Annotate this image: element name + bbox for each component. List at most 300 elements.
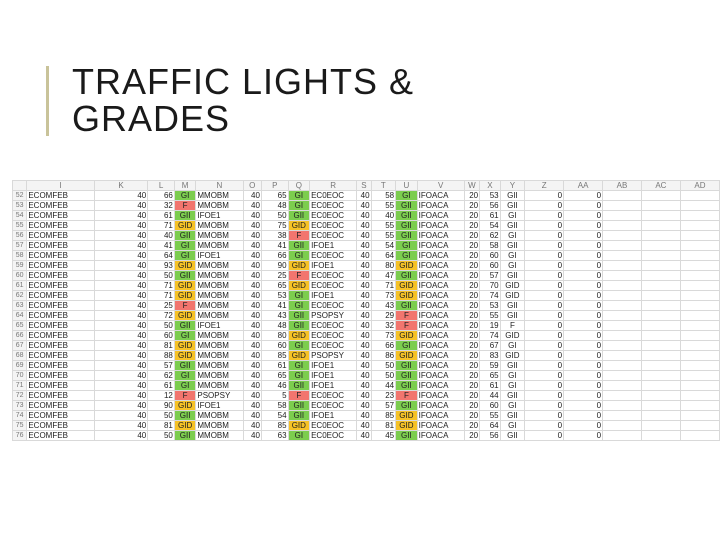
grade-cell: GI	[174, 371, 196, 381]
table-cell: 20	[464, 321, 479, 331]
table-cell: MMOBM	[196, 201, 243, 211]
table-cell: 20	[464, 331, 479, 341]
table-cell: 5	[261, 391, 288, 401]
grade-cell: GI	[288, 251, 310, 261]
empty-cell	[680, 261, 719, 271]
table-cell: 57	[480, 271, 500, 281]
table-cell: 0	[564, 261, 603, 271]
table-cell: 86	[371, 351, 396, 361]
empty-cell	[641, 291, 680, 301]
empty-cell	[641, 231, 680, 241]
table-cell: MMOBM	[196, 241, 243, 251]
table-cell: 40	[94, 361, 147, 371]
empty-cell	[680, 381, 719, 391]
table-cell: EC0EOC	[310, 281, 357, 291]
column-header: AC	[641, 181, 680, 191]
grade-cell: F	[396, 311, 418, 321]
table-cell: ECOMFEB	[27, 191, 95, 201]
table-cell: 40	[94, 351, 147, 361]
grade-cell: GID	[174, 311, 196, 321]
table-cell: 0	[525, 411, 564, 421]
grade-cell: GID	[174, 221, 196, 231]
table-cell: 20	[464, 421, 479, 431]
table-cell: 40	[243, 351, 261, 361]
table-cell: 40	[243, 201, 261, 211]
table-cell: IFOACA	[417, 271, 464, 281]
empty-cell	[641, 321, 680, 331]
table-cell: 54	[371, 241, 396, 251]
table-cell: 20	[464, 191, 479, 201]
table-cell: 40	[357, 411, 371, 421]
table-cell: 0	[564, 251, 603, 261]
grade-cell: GII	[500, 301, 525, 311]
table-cell: MMOBM	[196, 431, 243, 441]
table-cell: 60	[480, 251, 500, 261]
empty-cell	[603, 221, 642, 231]
empty-cell	[641, 261, 680, 271]
empty-cell	[603, 271, 642, 281]
table-cell: 0	[564, 311, 603, 321]
table-cell: 12	[148, 391, 175, 401]
table-cell: IFOACA	[417, 351, 464, 361]
table-cell: MMOBM	[196, 381, 243, 391]
table-cell: IFOACA	[417, 221, 464, 231]
table-cell: 88	[148, 351, 175, 361]
grade-cell: GII	[500, 201, 525, 211]
table-cell: 40	[357, 311, 371, 321]
row-number: 57	[13, 241, 27, 251]
table-cell: 40	[243, 431, 261, 441]
empty-cell	[603, 251, 642, 261]
table-cell: 71	[148, 281, 175, 291]
grade-cell: GI	[288, 361, 310, 371]
empty-cell	[641, 241, 680, 251]
table-cell: 40	[357, 421, 371, 431]
table-cell: 72	[148, 311, 175, 321]
table-row	[13, 341, 720, 351]
table-cell: 20	[464, 391, 479, 401]
table-cell: 61	[148, 211, 175, 221]
table-cell: MMOBM	[196, 361, 243, 371]
table-cell: 0	[564, 291, 603, 301]
grade-cell: GII	[500, 311, 525, 321]
table-cell: 40	[243, 421, 261, 431]
table-cell: 40	[357, 211, 371, 221]
table-cell: 83	[480, 351, 500, 361]
empty-cell	[680, 281, 719, 291]
table-row	[13, 301, 720, 311]
table-cell: 32	[371, 321, 396, 331]
table-cell: 40	[357, 281, 371, 291]
table-cell: 67	[480, 341, 500, 351]
table-cell: 40	[243, 311, 261, 321]
table-cell: ECOMFEB	[27, 361, 95, 371]
table-cell: ECOMFEB	[27, 291, 95, 301]
grade-cell: GI	[288, 201, 310, 211]
table-cell: 20	[464, 431, 479, 441]
table-cell: ECOMFEB	[27, 411, 95, 421]
table-cell: 0	[525, 421, 564, 431]
table-cell: EC0EOC	[310, 221, 357, 231]
table-cell: 40	[243, 191, 261, 201]
grade-cell: GID	[174, 341, 196, 351]
table-cell: 45	[371, 431, 396, 441]
table-cell: 0	[564, 421, 603, 431]
table-cell: 0	[525, 431, 564, 441]
table-cell: 20	[464, 221, 479, 231]
table-row	[13, 361, 720, 371]
grade-cell: F	[396, 391, 418, 401]
table-cell: IFOACA	[417, 301, 464, 311]
table-cell: 50	[148, 411, 175, 421]
table-cell: 58	[371, 191, 396, 201]
table-cell: IFOE1	[196, 211, 243, 221]
table-cell: 62	[148, 371, 175, 381]
empty-cell	[680, 241, 719, 251]
table-cell: 0	[525, 381, 564, 391]
table-cell: 71	[148, 291, 175, 301]
table-cell: 0	[525, 311, 564, 321]
empty-cell	[641, 431, 680, 441]
table-cell: 40	[243, 411, 261, 421]
table-cell: 0	[564, 321, 603, 331]
table-cell: IFOACA	[417, 431, 464, 441]
grade-cell: GI	[396, 191, 418, 201]
grade-cell: GII	[500, 411, 525, 421]
empty-cell	[680, 201, 719, 211]
table-cell: 20	[464, 281, 479, 291]
empty-cell	[680, 361, 719, 371]
table-cell: 20	[464, 261, 479, 271]
table-cell: 74	[480, 291, 500, 301]
empty-cell	[680, 211, 719, 221]
table-cell: 0	[525, 221, 564, 231]
table-cell: 40	[148, 231, 175, 241]
table-cell: 0	[564, 361, 603, 371]
table-cell: 66	[148, 191, 175, 201]
column-header: V	[417, 181, 464, 191]
grade-cell: GI	[500, 251, 525, 261]
table-cell: 65	[261, 281, 288, 291]
table-cell: 40	[94, 291, 147, 301]
row-number: 54	[13, 211, 27, 221]
table-row	[13, 201, 720, 211]
empty-cell	[603, 231, 642, 241]
table-cell: IFOE1	[196, 321, 243, 331]
empty-cell	[680, 231, 719, 241]
grade-cell: GII	[396, 301, 418, 311]
empty-cell	[603, 391, 642, 401]
table-cell: 25	[148, 301, 175, 311]
table-cell: 73	[371, 331, 396, 341]
table-cell: 40	[357, 361, 371, 371]
table-cell: 0	[525, 361, 564, 371]
table-cell: 40	[243, 231, 261, 241]
table-row	[13, 271, 720, 281]
row-number: 60	[13, 271, 27, 281]
table-cell: 0	[564, 301, 603, 311]
row-number: 64	[13, 311, 27, 321]
table-cell: 50	[261, 211, 288, 221]
table-cell: MMOBM	[196, 281, 243, 291]
table-cell: MMOBM	[196, 191, 243, 201]
grade-cell: GII	[174, 411, 196, 421]
grade-cell: GI	[288, 301, 310, 311]
grade-cell: GI	[500, 261, 525, 271]
column-header: Q	[288, 181, 310, 191]
table-cell: 40	[357, 381, 371, 391]
title-accent-bar	[46, 66, 49, 136]
column-header: N	[196, 181, 243, 191]
table-row	[13, 351, 720, 361]
grade-cell: GII	[288, 321, 310, 331]
grade-cell: GII	[396, 361, 418, 371]
table-cell: 41	[148, 241, 175, 251]
table-cell: 41	[261, 301, 288, 311]
table-cell: 0	[564, 331, 603, 341]
table-cell: 20	[464, 311, 479, 321]
table-cell: MMOBM	[196, 341, 243, 351]
table-cell: 48	[261, 201, 288, 211]
table-cell: 85	[261, 351, 288, 361]
table-cell: 40	[243, 341, 261, 351]
table-cell: MMOBM	[196, 351, 243, 361]
grade-cell: GID	[288, 261, 310, 271]
empty-cell	[680, 271, 719, 281]
row-number: 70	[13, 371, 27, 381]
empty-cell	[603, 331, 642, 341]
table-cell: 40	[94, 251, 147, 261]
table-row	[13, 421, 720, 431]
table-row	[13, 431, 720, 441]
column-header: O	[243, 181, 261, 191]
grade-cell: F	[288, 391, 310, 401]
table-cell: 64	[480, 421, 500, 431]
table-cell: 71	[148, 221, 175, 231]
table-cell: IFOACA	[417, 311, 464, 321]
grade-cell: GII	[500, 431, 525, 441]
table-cell: IFOE1	[310, 361, 357, 371]
table-cell: 0	[525, 351, 564, 361]
table-row	[13, 241, 720, 251]
table-cell: 60	[480, 261, 500, 271]
table-cell: MMOBM	[196, 421, 243, 431]
table-cell: 20	[464, 371, 479, 381]
grade-cell: GID	[396, 421, 418, 431]
table-cell: 0	[564, 431, 603, 441]
table-cell: 0	[525, 341, 564, 351]
table-cell: 38	[261, 231, 288, 241]
table-cell: EC0EOC	[310, 211, 357, 221]
grade-cell: GI	[500, 211, 525, 221]
table-cell: 20	[464, 241, 479, 251]
table-cell: IFOACA	[417, 371, 464, 381]
table-cell: IFOE1	[310, 261, 357, 271]
table-cell: 40	[243, 281, 261, 291]
table-cell: 40	[357, 351, 371, 361]
empty-cell	[680, 321, 719, 331]
table-cell: 57	[148, 361, 175, 371]
grade-cell: GI	[174, 241, 196, 251]
empty-cell	[603, 431, 642, 441]
table-cell: 20	[464, 211, 479, 221]
empty-cell	[680, 421, 719, 431]
table-cell: 40	[94, 281, 147, 291]
empty-cell	[603, 211, 642, 221]
table-cell: 0	[525, 281, 564, 291]
table-row	[13, 211, 720, 221]
slide-title	[72, 63, 414, 137]
table-row	[13, 281, 720, 291]
table-cell: IFOACA	[417, 421, 464, 431]
table-cell: 59	[480, 361, 500, 371]
table-cell: 0	[564, 231, 603, 241]
empty-cell	[603, 421, 642, 431]
table-cell: 40	[94, 401, 147, 411]
column-header: Y	[500, 181, 525, 191]
table-row	[13, 391, 720, 401]
table-cell: 41	[261, 241, 288, 251]
table-cell: 40	[94, 321, 147, 331]
grade-cell: GI	[500, 341, 525, 351]
table-cell: 40	[243, 401, 261, 411]
table-cell: 43	[261, 311, 288, 321]
row-number: 76	[13, 431, 27, 441]
table-cell: IFOACA	[417, 361, 464, 371]
table-cell: 71	[371, 281, 396, 291]
table-cell: 0	[564, 281, 603, 291]
empty-cell	[603, 291, 642, 301]
table-cell: 20	[464, 351, 479, 361]
table-row	[13, 331, 720, 341]
table-cell: IFOACA	[417, 291, 464, 301]
table-cell: ECOMFEB	[27, 261, 95, 271]
table-cell: IFOE1	[196, 401, 243, 411]
grade-cell: GI	[174, 381, 196, 391]
table-cell: 50	[371, 361, 396, 371]
table-cell: 40	[94, 191, 147, 201]
table-cell: 81	[148, 421, 175, 431]
table-cell: ECOMFEB	[27, 241, 95, 251]
column-header: W	[464, 181, 479, 191]
table-cell: 20	[464, 341, 479, 351]
table-cell: 40	[371, 211, 396, 221]
table-cell: 23	[371, 391, 396, 401]
table-cell: 56	[480, 201, 500, 211]
grade-cell: GII	[396, 431, 418, 441]
grade-cell: GII	[396, 271, 418, 281]
table-cell: 64	[148, 251, 175, 261]
table-cell: 55	[480, 311, 500, 321]
table-cell: 29	[371, 311, 396, 321]
slide-title-line-2: GRADES	[72, 98, 231, 139]
grade-cell: F	[174, 201, 196, 211]
table-cell: 0	[564, 341, 603, 351]
row-number: 75	[13, 421, 27, 431]
empty-cell	[680, 291, 719, 301]
table-cell: IFOACA	[417, 261, 464, 271]
table-cell: ECOMFEB	[27, 401, 95, 411]
table-cell: ECOMFEB	[27, 391, 95, 401]
grade-cell: GID	[174, 401, 196, 411]
grade-cell: GI	[396, 341, 418, 351]
table-cell: ECOMFEB	[27, 281, 95, 291]
grade-cell: GI	[500, 421, 525, 431]
column-header: P	[261, 181, 288, 191]
empty-cell	[641, 201, 680, 211]
row-number: 55	[13, 221, 27, 231]
table-cell: 61	[148, 381, 175, 391]
table-cell: IFOACA	[417, 241, 464, 251]
table-cell: 81	[148, 341, 175, 351]
table-row	[13, 401, 720, 411]
table-cell: 61	[261, 361, 288, 371]
table-cell: 0	[525, 211, 564, 221]
table-cell: 40	[243, 221, 261, 231]
table-cell: 75	[261, 221, 288, 231]
table-cell: EC0EOC	[310, 421, 357, 431]
table-cell: IFOE1	[310, 371, 357, 381]
empty-cell	[680, 251, 719, 261]
grade-cell: GID	[174, 351, 196, 361]
column-header-row	[13, 181, 720, 191]
empty-cell	[680, 221, 719, 231]
table-cell: 20	[464, 291, 479, 301]
grade-cell: GII	[396, 231, 418, 241]
table-cell: 0	[564, 391, 603, 401]
grade-cell: GII	[500, 271, 525, 281]
table-cell: 54	[261, 411, 288, 421]
table-cell: MMOBM	[196, 261, 243, 271]
table-row	[13, 291, 720, 301]
table-cell: 40	[357, 261, 371, 271]
table-cell: EC0EOC	[310, 201, 357, 211]
table-cell: 20	[464, 411, 479, 421]
empty-cell	[680, 401, 719, 411]
table-cell: PSOPSY	[196, 391, 243, 401]
table-cell: 40	[243, 361, 261, 371]
table-cell: 40	[94, 391, 147, 401]
grade-cell: GI	[288, 371, 310, 381]
table-cell: 0	[525, 231, 564, 241]
grade-cell: F	[174, 301, 196, 311]
table-cell: 85	[261, 421, 288, 431]
row-number: 66	[13, 331, 27, 341]
table-cell: 63	[261, 431, 288, 441]
row-number: 72	[13, 391, 27, 401]
table-cell: 40	[243, 241, 261, 251]
table-cell: IFOE1	[196, 251, 243, 261]
empty-cell	[603, 321, 642, 331]
grade-cell: GID	[288, 331, 310, 341]
grade-cell: GID	[288, 351, 310, 361]
column-header: Z	[525, 181, 564, 191]
table-cell: ECOMFEB	[27, 371, 95, 381]
table-cell: IFOE1	[310, 291, 357, 301]
empty-cell	[641, 411, 680, 421]
row-number: 56	[13, 231, 27, 241]
table-cell: PSOPSY	[310, 311, 357, 321]
grade-cell: GID	[288, 221, 310, 231]
table-cell: ECOMFEB	[27, 231, 95, 241]
table-cell: ECOMFEB	[27, 321, 95, 331]
table-cell: 40	[357, 371, 371, 381]
table-cell: 90	[148, 401, 175, 411]
row-number: 69	[13, 361, 27, 371]
table-cell: 20	[464, 401, 479, 411]
table-cell: 58	[480, 241, 500, 251]
column-header: T	[371, 181, 396, 191]
